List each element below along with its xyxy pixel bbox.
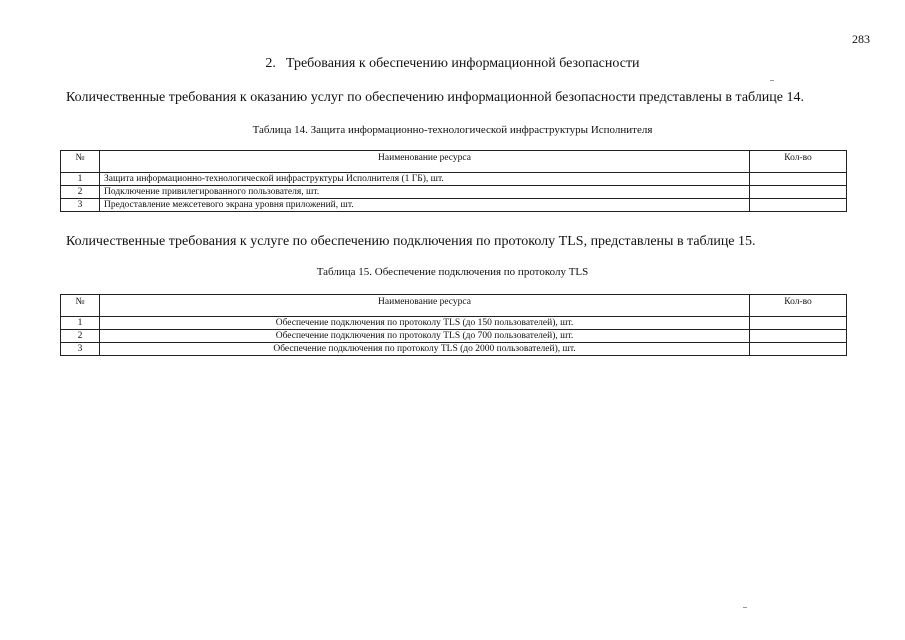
scan-speck	[743, 607, 747, 608]
table-row	[61, 330, 847, 343]
row-name: Обеспечение подключения по протоколу TLS (до 700 пользователей), шт.	[100, 330, 750, 343]
paragraph-table15-intro: Количественные требования к услуге по обеспечению подключения по протоколу TLS, представлены в таблице 15.	[66, 234, 756, 249]
section-heading	[0, 56, 905, 72]
row-qty	[750, 343, 847, 356]
row-num: 3	[61, 199, 100, 212]
row-qty	[750, 330, 847, 343]
row-name: Обеспечение подключения по протоколу TLS (до 2000 пользователей), шт.	[100, 343, 750, 356]
row-num: 3	[61, 343, 100, 356]
table-row	[61, 199, 847, 212]
table-row	[61, 317, 847, 330]
header-qty: Кол-во	[750, 295, 847, 317]
paragraph-table14-intro: Количественные требования к оказанию услуг по обеспечению информационной безопасности представлены в таблице 14.	[66, 90, 805, 105]
row-qty	[750, 173, 847, 186]
row-num: 1	[61, 173, 100, 186]
row-qty	[750, 186, 847, 199]
table14-caption: Таблица 14. Защита информационно-технологической инфраструктуры Исполнителя	[252, 124, 653, 136]
header-num: №	[61, 151, 100, 173]
row-num: 2	[61, 186, 100, 199]
page-number: 283	[852, 32, 870, 46]
scan-speck	[770, 80, 774, 81]
section-number: 2.	[265, 56, 276, 71]
table15-caption: Таблица 15. Обеспечение подключения по протоколу TLS	[316, 266, 589, 278]
table-row	[61, 343, 847, 356]
row-name: Подключение привилегированного пользователя, шт.	[100, 186, 750, 199]
table14	[60, 150, 847, 212]
table15	[60, 294, 847, 356]
table-row	[61, 173, 847, 186]
header-qty: Кол-во	[750, 151, 847, 173]
row-name: Предоставление межсетевого экрана уровня приложений, шт.	[100, 199, 750, 212]
table-row	[61, 186, 847, 199]
row-qty	[750, 317, 847, 330]
row-num: 2	[61, 330, 100, 343]
section-title: Требования к обеспечению информационной безопасности	[285, 56, 640, 71]
header-name: Наименование ресурса	[100, 295, 750, 317]
row-qty	[750, 199, 847, 212]
row-name: Защита информационно-технологической инфраструктуры Исполнителя (1 ГБ), шт.	[100, 173, 750, 186]
row-name: Обеспечение подключения по протоколу TLS (до 150 пользователей), шт.	[100, 317, 750, 330]
table-header-row	[61, 295, 847, 317]
table-header-row	[61, 151, 847, 173]
header-name: Наименование ресурса	[100, 151, 750, 173]
row-num: 1	[61, 317, 100, 330]
header-num: №	[61, 295, 100, 317]
